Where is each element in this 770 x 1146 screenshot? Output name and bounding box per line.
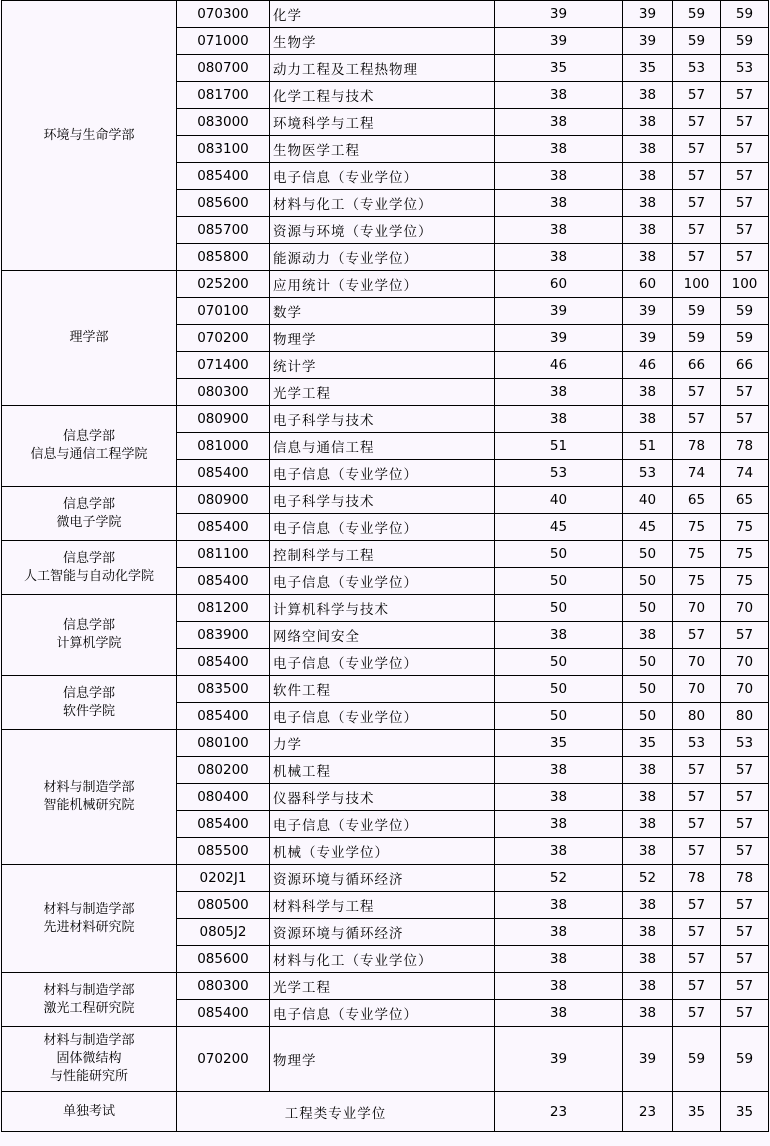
score-subject-1: 59 [673,298,721,325]
score-politics: 38 [495,757,623,784]
department-line: 理学部 [69,330,109,345]
department-line: 固体微结构 [56,1051,122,1066]
major-code: 080900 [177,487,270,514]
department-line: 人工智能与自动化学院 [23,568,154,584]
score-foreign-language: 38 [623,784,673,811]
score-politics: 53 [495,460,623,487]
score-subject-2: 70 [721,595,769,622]
table-row [2,1092,769,1132]
department-cell [2,1027,177,1092]
score-foreign-language: 38 [623,136,673,163]
major-name: 材料与化工（专业学位） [270,190,495,217]
score-subject-1: 57 [673,82,721,109]
score-subject-1: 59 [673,1027,721,1092]
score-foreign-language: 50 [623,568,673,595]
score-subject-1: 78 [673,433,721,460]
major-name: 力学 [270,730,495,757]
score-subject-1: 57 [673,1000,721,1027]
department-line: 先进材料研究院 [43,919,135,935]
table-row [2,487,769,514]
major-code: 081200 [177,595,270,622]
score-politics: 50 [495,568,623,595]
score-subject-2: 57 [721,1000,769,1027]
score-subject-2: 57 [721,946,769,973]
score-politics: 50 [495,649,623,676]
score-foreign-language: 38 [623,757,673,784]
department-line: 微电子学院 [56,514,122,530]
score-subject-1: 80 [673,703,721,730]
score-politics: 60 [495,271,623,298]
score-subject-1: 70 [673,649,721,676]
major-code: 080400 [177,784,270,811]
score-foreign-language: 38 [623,379,673,406]
major-name: 统计学 [270,352,495,379]
score-politics: 39 [495,1,623,28]
score-foreign-language: 35 [623,730,673,757]
department-line: 信息学部 [62,685,115,701]
score-politics: 38 [495,946,623,973]
score-subject-2: 57 [721,109,769,136]
major-name: 电子信息（专业学位） [270,163,495,190]
score-subject-1: 70 [673,676,721,703]
score-foreign-language: 52 [623,865,673,892]
major-code: 085800 [177,244,270,271]
major-name: 资源环境与循环经济 [270,865,495,892]
major-code: 085400 [177,811,270,838]
score-subject-2: 57 [721,190,769,217]
score-table [1,0,769,1132]
major-name: 电子科学与技术 [270,487,495,514]
major-code: 071000 [177,28,270,55]
major-name: 能源动力（专业学位） [270,244,495,271]
score-subject-1: 57 [673,973,721,1000]
major-name: 电子信息（专业学位） [270,811,495,838]
score-subject-2: 57 [721,973,769,1000]
major-name: 电子信息（专业学位） [270,514,495,541]
score-subject-2: 57 [721,784,769,811]
department-line: 信息学部 [62,550,115,566]
score-foreign-language: 38 [623,217,673,244]
major-code: 080900 [177,406,270,433]
major-name: 信息与通信工程 [270,433,495,460]
score-foreign-language: 50 [623,649,673,676]
major-code: 085400 [177,460,270,487]
department-line: 信息与通信工程学院 [30,447,148,462]
major-name: 数学 [270,298,495,325]
score-foreign-language: 38 [623,973,673,1000]
score-politics: 50 [495,541,623,568]
major-name: 生物医学工程 [270,136,495,163]
table-row [2,271,769,298]
score-subject-1: 59 [673,1,721,28]
department-cell: 单独考试 [2,1092,177,1132]
score-politics: 52 [495,865,623,892]
department-cell [2,1,177,271]
score-politics: 51 [495,433,623,460]
department-line: 与性能研究所 [49,1069,128,1084]
score-politics: 38 [495,82,623,109]
score-politics: 35 [495,730,623,757]
table-row [2,406,769,433]
score-foreign-language: 50 [623,703,673,730]
major-code: 081700 [177,82,270,109]
department-line: 材料与制造学部 [43,780,135,795]
score-subject-1: 53 [673,55,721,82]
score-subject-2: 57 [721,379,769,406]
major-name: 机械工程 [270,757,495,784]
major-code: 085600 [177,190,270,217]
score-politics: 39 [495,1027,623,1092]
score-foreign-language: 60 [623,271,673,298]
major-name: 材料与化工（专业学位） [270,946,495,973]
score-subject-1: 57 [673,892,721,919]
table-row [2,1,769,28]
department-cell [2,676,177,730]
score-politics: 38 [495,838,623,865]
score-subject-1: 57 [673,757,721,784]
score-subject-1: 59 [673,28,721,55]
major-code: 081000 [177,433,270,460]
score-foreign-language: 38 [623,82,673,109]
score-politics: 38 [495,811,623,838]
score-subject-2: 57 [721,136,769,163]
table-row [2,541,769,568]
department-line: 信息学部 [62,496,115,512]
score-politics: 38 [495,406,623,433]
major-name: 应用统计（专业学位） [270,271,495,298]
score-subject-2: 35 [721,1092,769,1132]
major-name: 软件工程 [270,676,495,703]
score-subject-1: 57 [673,784,721,811]
score-subject-2: 57 [721,622,769,649]
score-politics: 40 [495,487,623,514]
table-row [2,595,769,622]
score-foreign-language: 38 [623,406,673,433]
score-subject-1: 75 [673,568,721,595]
major-code: 080300 [177,379,270,406]
score-subject-2: 53 [721,55,769,82]
major-name: 工程类专业学位 [177,1092,495,1132]
score-politics: 38 [495,1000,623,1027]
score-politics: 39 [495,325,623,352]
score-subject-2: 78 [721,433,769,460]
major-name: 资源环境与循环经济 [270,919,495,946]
score-subject-2: 57 [721,82,769,109]
department-line: 环境与生命学部 [43,127,135,143]
major-code: 0202J1 [177,865,270,892]
score-politics: 38 [495,919,623,946]
score-politics: 38 [495,136,623,163]
score-subject-2: 75 [721,514,769,541]
score-subject-2: 57 [721,838,769,865]
major-code: 071400 [177,352,270,379]
score-foreign-language: 40 [623,487,673,514]
score-subject-2: 57 [721,919,769,946]
score-subject-2: 57 [721,757,769,784]
score-politics: 38 [495,217,623,244]
score-subject-1: 35 [673,1092,721,1132]
department-cell [2,406,177,487]
score-subject-2: 57 [721,406,769,433]
score-subject-1: 70 [673,595,721,622]
major-name: 化学工程与技术 [270,82,495,109]
score-subject-1: 53 [673,730,721,757]
score-subject-1: 57 [673,217,721,244]
major-code: 080300 [177,973,270,1000]
major-code: 080500 [177,892,270,919]
major-code: 080100 [177,730,270,757]
score-subject-2: 59 [721,28,769,55]
department-line: 计算机学院 [56,636,122,651]
score-politics: 38 [495,244,623,271]
score-foreign-language: 38 [623,190,673,217]
major-code: 085600 [177,946,270,973]
score-foreign-language: 38 [623,1000,673,1027]
score-subject-1: 57 [673,838,721,865]
score-subject-1: 57 [673,379,721,406]
major-code: 083500 [177,676,270,703]
score-subject-1: 78 [673,865,721,892]
department-line: 材料与制造学部 [43,1033,135,1048]
score-subject-2: 59 [721,298,769,325]
score-subject-2: 53 [721,730,769,757]
major-name: 生物学 [270,28,495,55]
score-subject-1: 74 [673,460,721,487]
major-code: 083000 [177,109,270,136]
department-cell [2,865,177,973]
score-subject-2: 57 [721,811,769,838]
score-politics: 23 [495,1092,623,1132]
score-foreign-language: 50 [623,595,673,622]
score-subject-2: 59 [721,325,769,352]
score-table-body [2,1,769,1132]
score-subject-1: 66 [673,352,721,379]
score-subject-2: 65 [721,487,769,514]
score-foreign-language: 39 [623,325,673,352]
score-politics: 38 [495,379,623,406]
major-name: 计算机科学与技术 [270,595,495,622]
major-code: 085400 [177,514,270,541]
major-code: 083900 [177,622,270,649]
major-name: 仪器科学与技术 [270,784,495,811]
department-line: 软件学院 [62,703,115,719]
major-name: 电子信息（专业学位） [270,703,495,730]
score-subject-2: 75 [721,541,769,568]
major-name: 电子信息（专业学位） [270,460,495,487]
score-foreign-language: 39 [623,298,673,325]
department-cell [2,487,177,541]
score-subject-2: 100 [721,271,769,298]
major-name: 材料科学与工程 [270,892,495,919]
department-cell [2,730,177,865]
score-foreign-language: 53 [623,460,673,487]
major-code: 085400 [177,163,270,190]
score-foreign-language: 38 [623,109,673,136]
department-line: 激光工程研究院 [43,1000,135,1016]
major-name: 物理学 [270,1027,495,1092]
department-cell [2,595,177,676]
score-politics: 39 [495,28,623,55]
score-subject-1: 75 [673,514,721,541]
score-foreign-language: 50 [623,676,673,703]
major-name: 物理学 [270,325,495,352]
major-name: 机械（专业学位） [270,838,495,865]
score-subject-2: 59 [721,1,769,28]
score-foreign-language: 38 [623,811,673,838]
score-foreign-language: 38 [623,163,673,190]
major-code: 085700 [177,217,270,244]
score-subject-2: 70 [721,649,769,676]
department-line: 材料与制造学部 [43,982,135,998]
score-politics: 50 [495,703,623,730]
score-foreign-language: 46 [623,352,673,379]
score-politics: 50 [495,595,623,622]
score-subject-1: 57 [673,190,721,217]
score-subject-2: 57 [721,163,769,190]
major-code: 085400 [177,703,270,730]
score-subject-2: 74 [721,460,769,487]
score-politics: 35 [495,55,623,82]
score-subject-2: 57 [721,892,769,919]
score-politics: 39 [495,298,623,325]
score-subject-2: 57 [721,217,769,244]
score-subject-1: 57 [673,811,721,838]
major-code: 0805J2 [177,919,270,946]
department-line: 信息学部 [62,429,115,444]
score-subject-2: 70 [721,676,769,703]
department-cell [2,271,177,406]
major-code: 070200 [177,1027,270,1092]
score-subject-2: 57 [721,244,769,271]
department-line: 信息学部 [62,618,115,633]
major-code: 085400 [177,1000,270,1027]
score-subject-1: 57 [673,109,721,136]
major-name: 电子信息（专业学位） [270,649,495,676]
score-politics: 38 [495,109,623,136]
major-name: 光学工程 [270,973,495,1000]
major-name: 控制科学与工程 [270,541,495,568]
score-subject-2: 80 [721,703,769,730]
major-name: 电子信息（专业学位） [270,1000,495,1027]
major-name: 电子科学与技术 [270,406,495,433]
score-foreign-language: 23 [623,1092,673,1132]
score-politics: 38 [495,784,623,811]
department-line: 智能机械研究院 [43,798,135,813]
score-subject-1: 57 [673,406,721,433]
major-name: 环境科学与工程 [270,109,495,136]
score-subject-1: 57 [673,946,721,973]
score-subject-2: 66 [721,352,769,379]
score-subject-1: 65 [673,487,721,514]
major-name: 资源与环境（专业学位） [270,217,495,244]
score-subject-1: 75 [673,541,721,568]
score-foreign-language: 38 [623,244,673,271]
score-subject-2: 78 [721,865,769,892]
table-row [2,865,769,892]
score-foreign-language: 38 [623,622,673,649]
score-subject-1: 57 [673,919,721,946]
major-code: 070200 [177,325,270,352]
score-subject-1: 57 [673,244,721,271]
score-foreign-language: 38 [623,946,673,973]
score-subject-1: 57 [673,136,721,163]
score-subject-2: 59 [721,1027,769,1092]
major-code: 080200 [177,757,270,784]
score-politics: 45 [495,514,623,541]
major-code: 083100 [177,136,270,163]
major-code: 080700 [177,55,270,82]
score-politics: 38 [495,973,623,1000]
score-politics: 50 [495,676,623,703]
major-name: 网络空间安全 [270,622,495,649]
major-code: 085400 [177,649,270,676]
score-foreign-language: 51 [623,433,673,460]
score-subject-1: 57 [673,622,721,649]
score-politics: 46 [495,352,623,379]
table-row [2,1027,769,1092]
score-foreign-language: 39 [623,1027,673,1092]
major-code: 085500 [177,838,270,865]
score-politics: 38 [495,190,623,217]
major-name: 电子信息（专业学位） [270,568,495,595]
score-foreign-language: 39 [623,28,673,55]
score-foreign-language: 38 [623,919,673,946]
major-code: 081100 [177,541,270,568]
major-name: 动力工程及工程热物理 [270,55,495,82]
major-code: 085400 [177,568,270,595]
score-politics: 38 [495,892,623,919]
score-subject-1: 59 [673,325,721,352]
score-foreign-language: 50 [623,541,673,568]
department-cell [2,973,177,1027]
table-row [2,730,769,757]
score-foreign-language: 39 [623,1,673,28]
department-cell [2,541,177,595]
score-foreign-language: 35 [623,55,673,82]
score-politics: 38 [495,622,623,649]
major-code: 070300 [177,1,270,28]
major-name: 光学工程 [270,379,495,406]
score-foreign-language: 38 [623,892,673,919]
score-foreign-language: 45 [623,514,673,541]
score-foreign-language: 38 [623,838,673,865]
major-code: 025200 [177,271,270,298]
table-row [2,973,769,1000]
score-subject-1: 57 [673,163,721,190]
major-name: 化学 [270,1,495,28]
table-row [2,676,769,703]
major-code: 070100 [177,298,270,325]
score-subject-2: 75 [721,568,769,595]
score-subject-1: 100 [673,271,721,298]
department-line: 材料与制造学部 [43,901,135,917]
score-politics: 38 [495,163,623,190]
